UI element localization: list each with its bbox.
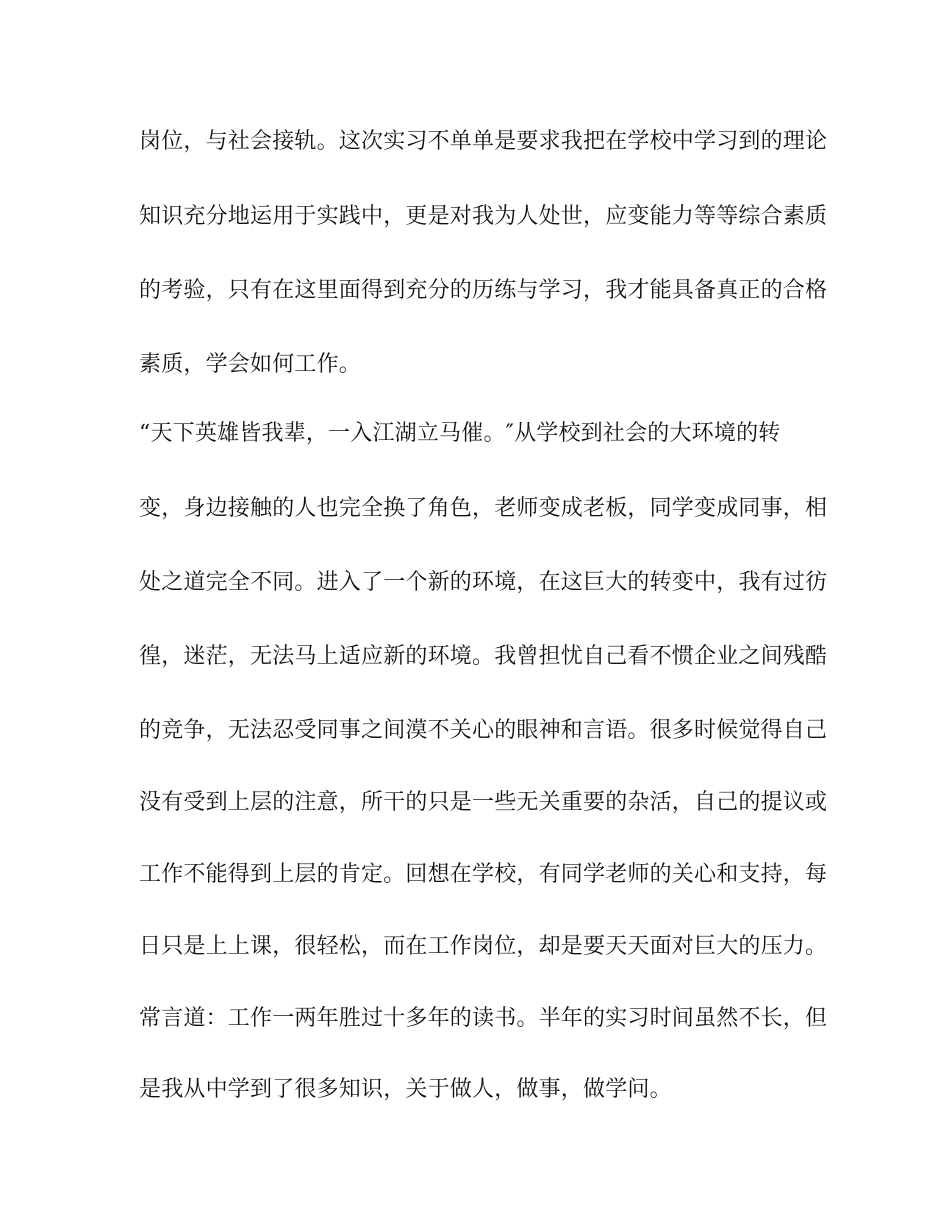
text-line: 是我从中学到了很多知识，关于做人，做事，做学问。	[139, 1077, 672, 1102]
text-line: 变，身边接触的人也完全换了角色，老师变成老板，同学变成同事，相	[139, 496, 828, 521]
text-line: “天下英雄皆我辈，一入江湖立马催。″从学校到社会的大环境的转	[139, 421, 781, 446]
text-line: 没有受到上层的注意，所干的只是一些无关重要的杂活，自己的提议或	[139, 790, 828, 815]
text-line: 的考验，只有在这里面得到充分的历练与学习，我才能具备真正的合格	[139, 278, 828, 303]
text-line: 常言道：工作一两年胜过十多年的读书。半年的实习时间虽然不长，但	[139, 1006, 828, 1031]
text-line: 的竞争，无法忍受同事之间漠不关心的眼神和言语。很多时候觉得自己	[139, 718, 828, 743]
text-line: 素质，学会如何工作。	[139, 352, 362, 377]
text-line: 知识充分地运用于实践中，更是对我为人处世，应变能力等等综合素质	[139, 204, 828, 229]
text-line: 处之道完全不同。进入了一个新的环境，在这巨大的转变中，我有过彷	[139, 570, 828, 595]
text-line: 岗位，与社会接轨。这次实习不单单是要求我把在学校中学习到的理论	[139, 129, 828, 154]
text-line: 徨，迷茫，无法马上适应新的环境。我曾担忧自己看不惯企业之间残酷	[139, 644, 828, 669]
text-line: 工作不能得到上层的肯定。回想在学校，有同学老师的关心和支持，每	[139, 862, 828, 887]
text-line: 日只是上上课，很轻松，而在工作岗位，却是要天天面对巨大的压力。	[139, 934, 828, 959]
